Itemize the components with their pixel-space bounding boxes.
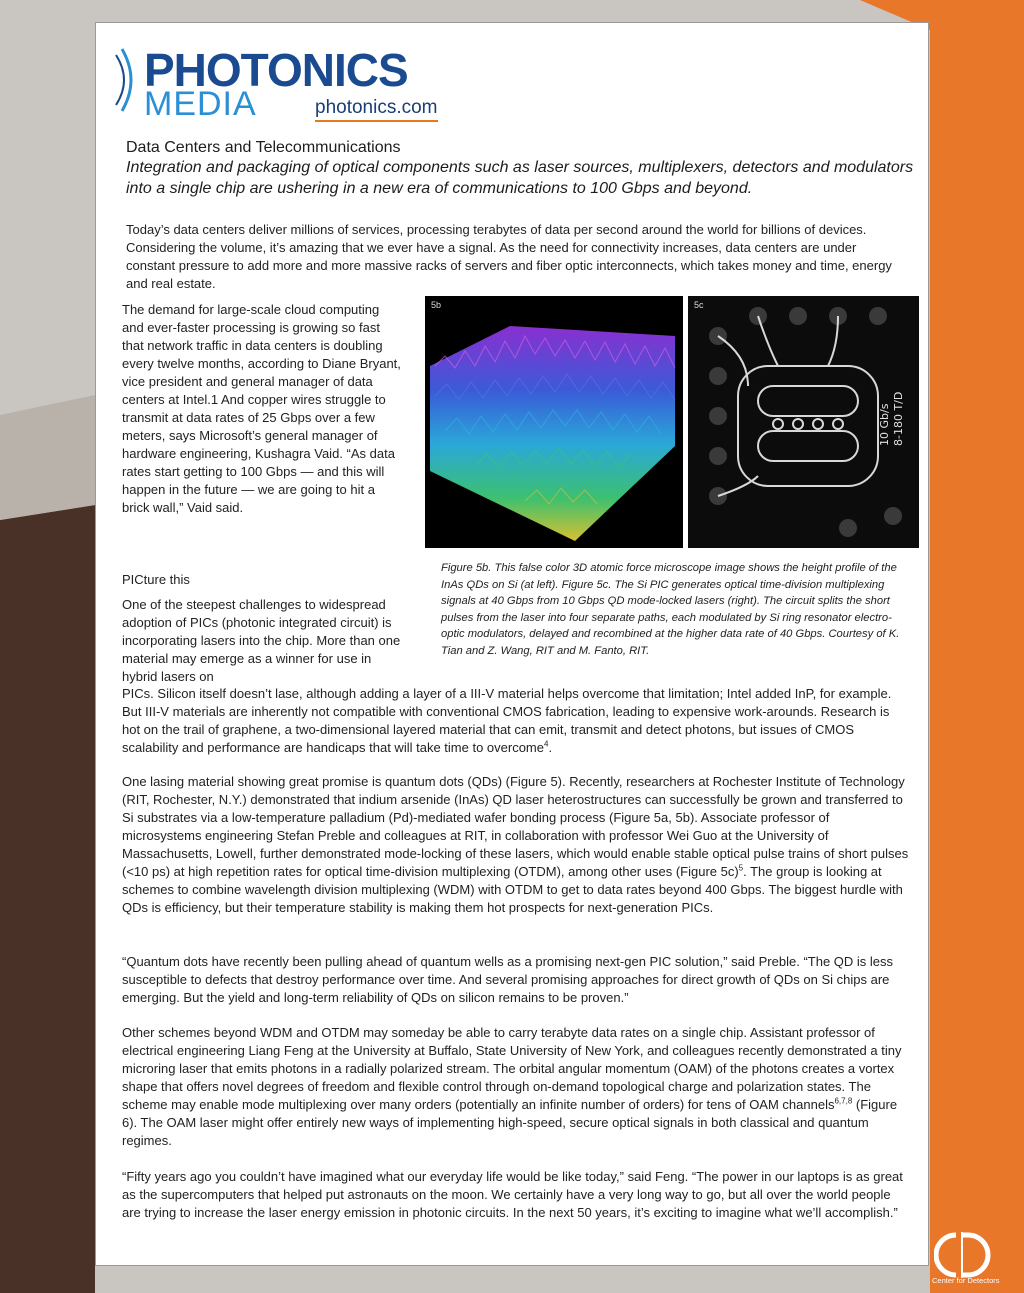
pics-paragraph-start: One of the steepest challenges to widespread adoption of PICs (photonic integrated circuit) is incorporating lasers into the chip. More than one material may emerge as a winner for use in hybrid lasers on	[122, 597, 401, 684]
center-for-detectors-label: Center for Detectors	[932, 1276, 1000, 1285]
caption-5c-title: Figure 5c.	[561, 578, 612, 591]
chip-label-1: 10 Gb/s	[878, 403, 891, 446]
pic-chip-image	[688, 296, 919, 548]
article-page	[95, 22, 929, 1266]
grey-wedge	[0, 395, 95, 520]
figure-caption	[441, 560, 911, 659]
section-heading: Data Centers and Telecommunications	[126, 139, 401, 156]
oam-paragraph	[122, 1024, 910, 1150]
afm-surface-image	[425, 296, 683, 548]
chip-label-2: 8-180 T/D	[892, 391, 905, 446]
pics-text: PICs. Silicon itself doesn’t lase, although adding a layer of a III-V material helps overcome that limitation; Intel added InP, for example. But III-V materials are inherently not compatible with conventional CMOS fabrication, leading to expensive work-arounds. Research is hot on the trail of graphene, a two-dimensional layered material that can emit, transmit and detect photons, but issues of CMOS scalability and performance are handicaps that will take time to overcome	[122, 686, 892, 755]
oam-text-a: Other schemes beyond WDM and OTDM may someday be able to carry terabyte data rates on a single chip. Assistant professor of electrical engineering Liang Feng at the University at Buffalo, State University of New York, and colleagues recently demonstrated a tiny microring laser that emits photons in a radially polarized stream. The orbital angular momentum (OAM) of the photons creates a vortex shape that offers novel degrees of freedom and flexible control through on-demand topological charge and polarization states. The scheme may enable mode multiplexing over many orders (potentially an infinite number of orders) for tens of OAM channels	[122, 1025, 902, 1112]
feng-quote-paragraph: “Fifty years ago you couldn’t have imagined what our everyday life would be like today,” said Feng. “The power in our laptops is as great as the supercomputers that helped put astronauts on the moon. We certainly have a very long way to go, but all over the world people are trying to increase the laser energy emission in photonic circuits. In the next 50 years, it’s exciting to imagine what we’ll accomplish.”	[122, 1169, 903, 1220]
logo-url: photonics.com	[315, 97, 438, 122]
qd-text-a: One lasing material showing great promise is quantum dots (QDs) (Figure 5). Recently, researchers at Rochester Institute of Technology (RIT, Rochester, N.Y.) demonstrated that indium arsenide (InAs) QD laser heterostructures can successfully be grown and transferred to Si substrates via a low-temperature palladium (Pd)-mediated wafer bonding process (Figure 5a, 5b). Associate professor of microsystems engineering Stefan Preble and colleagues at RIT, in collaboration with professor Wei Guo at the University of Massachusetts, Lowell, further demonstrated mode-locking of these lasers, which would enable stable optical pulse trains of short pulses (<10 ps) at high repetition rates for optical time-division multiplexing (OTDM), among other uses (Figure 5c)	[122, 774, 909, 879]
logo-wordmark: PHOTONICS	[144, 44, 408, 96]
pics-paragraph-continued: PICs. Silicon itself doesn’t lase, although adding a layer of a III-V material helps overcome that limitation; Intel added InP, for example. But III-V materials are inherently not compatible with conventional CMOS fabrication, leading to expensive work-arounds. Research is hot on the trail of graphene, a two-dimensional layered material that can emit, transmit and detect photons, but issues of CMOS scalability and performance are handicaps that will take time to overcome$^4$.	[122, 686, 892, 755]
figure-label-5c: 5c	[694, 300, 704, 310]
figure-5	[425, 296, 919, 548]
caption-5b-text: This false color 3D atomic force microscope image shows the height profile of the InAs QDs on Si (at left).	[441, 562, 897, 591]
figure-label-5b: 5b	[431, 300, 442, 310]
caption-5c-text: The Si PIC generates optical time-division multiplexing signals at 40 Gbps from 10 Gbps QD mode-locked lasers (right). The circuit splits the short pulses from the laser into four separate paths, each modulated by Si ring resonator electro-optic modulators, delayed and recombined at the higher data rate of 40 Gbps. Courtesy of K. Tian and Z. Wang, RIT and M. Fanto, RIT.	[441, 578, 900, 657]
photonics-media-logo	[110, 44, 450, 123]
article-deck: Integration and packaging of optical components such as laser sources, multiplexers, detectors and modulators into a single chip are ushering in a new era of communications to 100 Gbps and beyond.	[126, 159, 914, 197]
subsection-title: PICture this	[122, 572, 190, 587]
logo-media: MEDIA	[144, 85, 257, 123]
quantum-dots-paragraph	[122, 773, 910, 917]
figure-5b-panel	[425, 296, 683, 548]
ref-5: 5	[738, 863, 744, 873]
oam-text-b: (Figure 6). The OAM laser might offer entirely new ways of implementing high-speed, secure optical signals in both classical and quantum regimes.	[122, 1097, 898, 1148]
ref-678: 6,7,8	[834, 1096, 853, 1106]
figure-5c-panel	[688, 296, 919, 548]
preble-quote-paragraph: “Quantum dots have recently been pulling ahead of quantum wells as a promising next-gen PIC solution,” said Preble. “The QD is less susceptible to defects that destroy performance over time. And several promising approaches for direct growth of QDs on Si chips are emerging. But the yield and long-term reliability of QDs on silicon remains to be proven.”	[122, 954, 894, 1005]
qd-text-b: . The group is looking at schemes to combine wavelength division multiplexing (WDM) with OTDM to get to data rates beyond 400 Gbps. The biggest hurdle with QDs is efficiency, but their temperature stability is making them hot prospects for next-generation PICs.	[122, 864, 903, 915]
brown-shape	[0, 505, 95, 1293]
intro-paragraph: Today’s data centers deliver millions of services, processing terabytes of data per second around the world for billions of devices. Considering the volume, it’s amazing that we ever have a signal. As the need for connectivity increases, data centers are under constant pressure to add more and more massive racks of servers and fiber optic interconnects, which takes money and time, energy and real estate.	[126, 222, 892, 291]
ref-4: 4	[544, 739, 549, 749]
caption-5b-title: Figure 5b.	[441, 562, 492, 574]
demand-paragraph: The demand for large-scale cloud computing and ever-faster processing is growing so fast that network traffic in data centers is doubling every twelve months, according to Diane Bryant, vice president and general manager of data centers at Intel.1 And copper wires struggle to transmit at data rates of 25 Gbps over a few meters, says Microsoft’s general manager of hardware engineering, Kushagra Vaid. “As data rates start getting to 100 Gbps — and this will happen in the future — we are going to hit a brick wall,” Vaid said.	[122, 302, 401, 515]
